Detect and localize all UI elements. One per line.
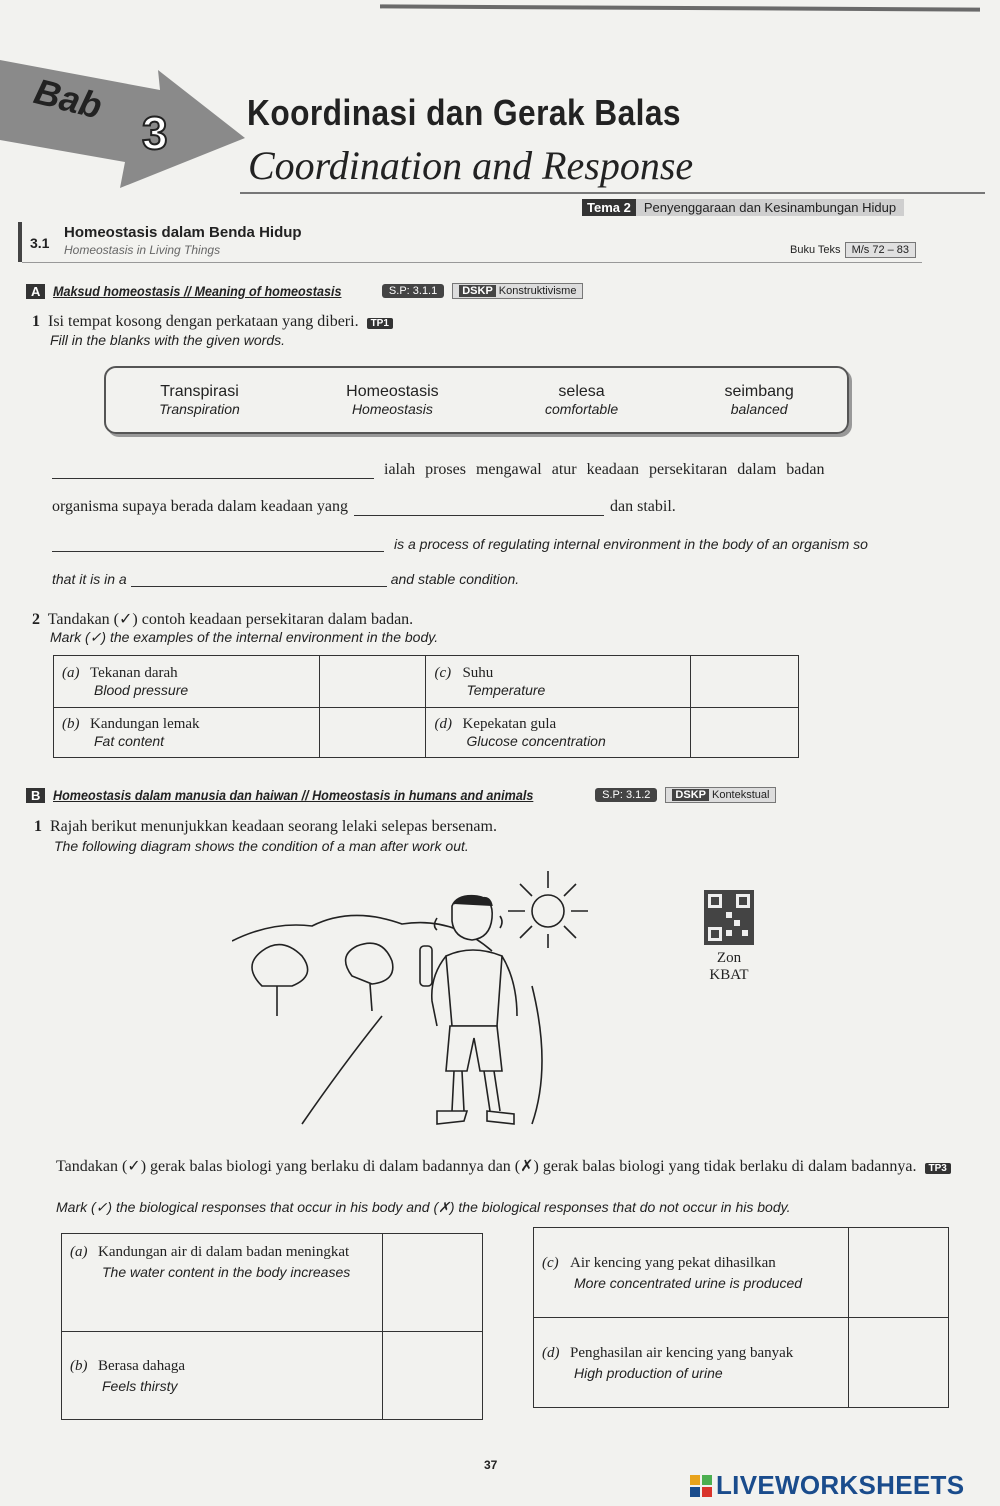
blank-ms-2[interactable]	[354, 496, 604, 516]
theme-text: Penyenggaraan dan Kesinambungan Hidup	[636, 199, 904, 216]
response-box-a[interactable]	[383, 1234, 483, 1332]
option-c-cell: (c) Suhu Temperature	[426, 656, 691, 708]
section-marker	[18, 222, 22, 262]
word-bank	[104, 366, 849, 434]
path-right-edge	[532, 986, 542, 1124]
word-bank-item: seimbang balanced	[724, 383, 794, 417]
part-a-q1-ms: Isi tempat kosong dengan perkataan yang diberi.	[48, 313, 359, 330]
part-b-q1-en: The following diagram shows the condition of a man after work out.	[54, 838, 469, 854]
theme-badge	[582, 199, 904, 216]
response-b-cell: (b) Berasa dahaga Feels thirsty	[62, 1332, 383, 1420]
part-a-heading	[26, 283, 583, 299]
sweat-drop	[500, 916, 502, 928]
fill-line-ms-2: organisma supaya berada dalam keadaan yang dan stabil.	[52, 498, 676, 515]
option-a-cell: (a) Tekanan darah Blood pressure	[54, 656, 320, 708]
chapter-title-ms: Koordinasi dan Gerak Balas	[247, 92, 681, 133]
response-box-c[interactable]	[849, 1228, 949, 1318]
sun-icon	[532, 895, 564, 927]
part-a-q2-en: Mark (✓) the examples of the internal environment in the body.	[50, 629, 439, 645]
answer-box-a[interactable]	[319, 656, 426, 708]
response-c-cell: (c) Air kencing yang pekat dihasilkan More concentrated urine is produced	[534, 1228, 849, 1318]
sun-rays	[508, 871, 588, 948]
tp3-badge: TP3	[925, 1163, 951, 1174]
response-box-d[interactable]	[849, 1318, 949, 1408]
fill-line-en-1: is a process of regulating internal environment in the body of an organism so	[52, 534, 868, 552]
page-number: 37	[484, 1458, 498, 1472]
table-row	[54, 656, 799, 708]
man-figure	[420, 896, 517, 1124]
response-table-right	[533, 1227, 949, 1408]
blank-en-2[interactable]	[131, 569, 387, 587]
table-row	[54, 708, 799, 758]
brand-name: LIVEWORKSHEETS	[716, 1470, 965, 1500]
part-b-dskp-tag: DSKP	[672, 789, 709, 801]
textbook-reference	[790, 242, 916, 258]
blank-ms-1[interactable]	[52, 459, 374, 479]
trees	[252, 943, 393, 1016]
part-a-dskp-badge	[452, 283, 583, 299]
part-a-q1-en: Fill in the blanks with the given words.	[50, 332, 285, 348]
part-b-instruction-en: Mark (✓) the biological responses that occur in his body and (✗) the biological responses that do not occur in his body.	[56, 1199, 791, 1215]
part-b-q1-number: 1	[34, 818, 42, 835]
answer-box-c[interactable]	[691, 656, 799, 708]
table-row	[534, 1228, 949, 1318]
section-number: 3.1	[30, 235, 50, 251]
option-d-cell: (d) Kepekatan gula Glucose concentration	[426, 708, 691, 758]
section-title-ms: Homeostasis dalam Benda Hidup	[64, 224, 302, 241]
part-b-dskp-text: Kontekstual	[711, 789, 770, 801]
response-d-cell: (d) Penghasilan air kencing yang banyak High production of urine	[534, 1318, 849, 1408]
path-left-edge	[302, 1016, 382, 1124]
part-a-sp-badge: S.P: 3.1.1	[382, 284, 444, 298]
answer-box-d[interactable]	[691, 708, 799, 758]
part-a-q2-ms: Tandakan (✓) contoh keadaan persekitaran dalam badan.	[47, 611, 414, 628]
part-a-q2-number: 2	[32, 611, 40, 628]
title-divider	[240, 192, 985, 194]
part-b-heading	[26, 787, 776, 803]
part-a-q2-text	[32, 609, 413, 629]
part-a-dskp-text: Konstruktivisme	[498, 285, 577, 297]
man-after-workout-illustration	[232, 866, 632, 1141]
textbook-label: Buku Teks	[790, 244, 841, 256]
part-b-instruction-ms: Tandakan (✓) gerak balas biologi yang berlaku di dalam badannya dan (✗) gerak balas biologi yang tidak berlaku di dalam badannya. TP3	[56, 1156, 956, 1179]
response-a-cell: (a) Kandungan air di dalam badan meningkat The water content in the body increases	[62, 1234, 383, 1332]
textbook-pages: M/s 72 – 83	[845, 242, 916, 258]
answer-box-b[interactable]	[319, 708, 426, 758]
part-b-sp-badge: S.P: 3.1.2	[595, 788, 657, 802]
word-bank-item: Homeostasis Homeostasis	[346, 383, 439, 417]
option-b-cell: (b) Kandungan lemak Fat content	[54, 708, 320, 758]
response-table-left	[61, 1233, 483, 1420]
tp1-badge: TP1	[367, 318, 393, 329]
fill-line-en-2: that it is in a and stable condition.	[52, 571, 520, 587]
top-edge-line	[380, 4, 980, 11]
word-bank-item: Transpirasi Transpiration	[159, 383, 240, 417]
part-b-letter: B	[26, 788, 45, 803]
left-shoe	[437, 1111, 467, 1124]
part-a-letter: A	[26, 284, 45, 299]
table-row	[62, 1332, 483, 1420]
section-title-en: Homeostasis in Living Things	[64, 243, 221, 257]
word-bank-item: selesa comfortable	[544, 383, 619, 417]
part-a-dskp-tag: DSKP	[459, 285, 496, 297]
internal-environment-table	[53, 655, 799, 758]
chapter-label: Bab	[30, 70, 107, 127]
part-b-dskp-badge	[665, 787, 776, 803]
table-row	[62, 1234, 483, 1332]
brand-grid-icon	[690, 1475, 712, 1497]
part-b-title: Homeostasis dalam manusia dan haiwan // Homeostasis in humans and animals	[53, 787, 534, 803]
chapter-title-en: Coordination and Response	[248, 143, 694, 188]
part-a-title: Maksud homeostasis // Meaning of homeostasis	[53, 283, 342, 299]
theme-tag: Tema 2	[582, 199, 636, 216]
zon-kbat-label: Zon KBAT	[709, 950, 749, 983]
water-bottle	[420, 946, 432, 986]
part-a-q1-number: 1	[32, 313, 40, 330]
right-shoe	[487, 1111, 514, 1124]
fill-line-ms-1: ialah proses mengawal atur keadaan persekitaran dalam badan	[52, 459, 932, 479]
section-divider	[22, 262, 922, 263]
liveworksheets-logo[interactable]	[690, 1470, 964, 1501]
chapter-number: 3	[142, 107, 168, 159]
chapter-arrow-banner	[0, 50, 250, 190]
blank-en-1[interactable]	[52, 534, 384, 552]
part-b-q1-ms: Rajah berikut menunjukkan keadaan seorang lelaki selepas bersenam.	[50, 818, 497, 835]
table-row	[534, 1318, 949, 1408]
qr-code-icon[interactable]	[704, 890, 754, 945]
response-box-b[interactable]	[383, 1332, 483, 1420]
part-a-q1-text	[32, 313, 393, 331]
part-b-q1-text	[34, 818, 497, 836]
